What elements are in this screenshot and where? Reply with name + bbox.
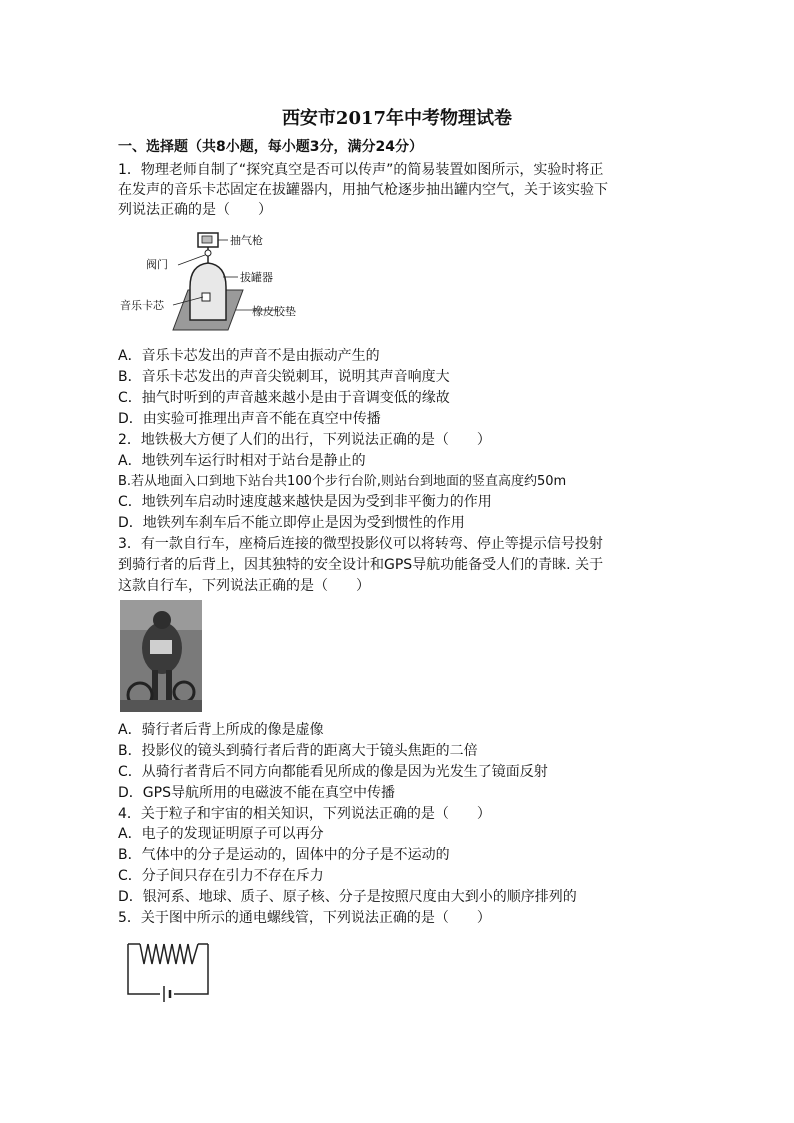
q1-option-d: D．由实验可推理出声音不能在真空中传播 — [118, 411, 381, 427]
jar-shape — [190, 263, 226, 320]
vacuum-apparatus-diagram — [118, 225, 318, 340]
section-heading: 一、选择题（共8小题，每小题3分，满分24分） — [118, 139, 423, 155]
q3-option-d: D．GPS导航所用的电磁波不能在真空中传播 — [118, 785, 395, 801]
q2-line-1: 2．地铁极大方便了人们的出行，下列说法正确的是（ ） — [118, 432, 491, 448]
solenoid-circuit-diagram — [120, 936, 215, 1002]
q2-option-b: B.若从地面入口到地下站台共100个步行台阶,则站台到地面的竖直高度约50m — [118, 474, 567, 489]
q1-line-2: 在发声的音乐卡芯固定在拔罐器内，用抽气枪逐步抽出罐内空气，关于该实验下 — [118, 182, 608, 198]
q3-line-3: 这款自行车，下列说法正确的是（ ） — [118, 578, 370, 594]
cyclist-photo-image — [120, 600, 202, 712]
q4-option-a: A．电子的发现证明原子可以再分 — [118, 826, 324, 842]
label-card: 音乐卡芯 — [120, 299, 164, 312]
solenoid-coils — [140, 944, 198, 964]
q3-line-1: 3．有一款自行车，座椅后连接的微型投影仪可以将转弯、停止等提示信号投射 — [118, 536, 603, 552]
q5-figure — [120, 936, 215, 1002]
music-card-shape — [202, 293, 210, 301]
q5-line-1: 5．关于图中所示的通电螺线管，下列说法正确的是（ ） — [118, 910, 491, 926]
q3-line-2: 到骑行者的后背上，因其独特的安全设计和GPS导航功能备受人们的青睐. 关于 — [118, 557, 604, 573]
q1-option-b: B．音乐卡芯发出的声音尖锐刺耳，说明其声音响度大 — [118, 369, 450, 385]
q3-option-b: B．投影仪的镜头到骑行者后背的距离大于镜头焦距的二倍 — [118, 743, 478, 759]
label-pad: 橡皮胶垫 — [252, 305, 296, 318]
label-pump: 抽气枪 — [230, 234, 263, 247]
valve-shape — [205, 250, 211, 256]
q1-line-3: 列说法正确的是（ ） — [118, 202, 272, 218]
label-jar: 拔罐器 — [240, 271, 273, 284]
q3-option-a: A．骑行者后背上所成的像是虚像 — [118, 722, 324, 738]
q1-line-1: 1．物理老师自制了“探究真空是否可以传声”的简易装置如图所示，实验时将正 — [118, 162, 604, 178]
q4-option-c: C．分子间只存在引力不存在斥力 — [118, 868, 324, 884]
label-valve: 阀门 — [146, 258, 168, 271]
q1-option-c: C．抽气时听到的声音越来越小是由于音调变低的缘故 — [118, 390, 450, 406]
page-title: 西安市2017年中考物理试卷 — [281, 108, 513, 129]
q2-option-d: D．地铁列车刹车后不能立即停止是因为受到惯性的作用 — [118, 515, 465, 531]
q4-option-b: B．气体中的分子是运动的，固体中的分子是不运动的 — [118, 847, 450, 863]
q2-option-a: A．地铁列车运行时相对于站台是静止的 — [118, 453, 366, 469]
q1-figure — [118, 225, 318, 340]
q2-option-c: C．地铁列车启动时速度越来越快是因为受到非平衡力的作用 — [118, 494, 492, 510]
q3-option-c: C．从骑行者背后不同方向都能看见所成的像是因为光发生了镜面反射 — [118, 764, 548, 780]
q4-option-d: D．银河系、地球、质子、原子核、分子是按照尺度由大到小的顺序排列的 — [118, 889, 577, 905]
q3-photo — [120, 600, 202, 712]
q4-line-1: 4．关于粒子和宇宙的相关知识，下列说法正确的是（ ） — [118, 806, 491, 822]
q1-option-a: A．音乐卡芯发出的声音不是由振动产生的 — [118, 348, 380, 364]
